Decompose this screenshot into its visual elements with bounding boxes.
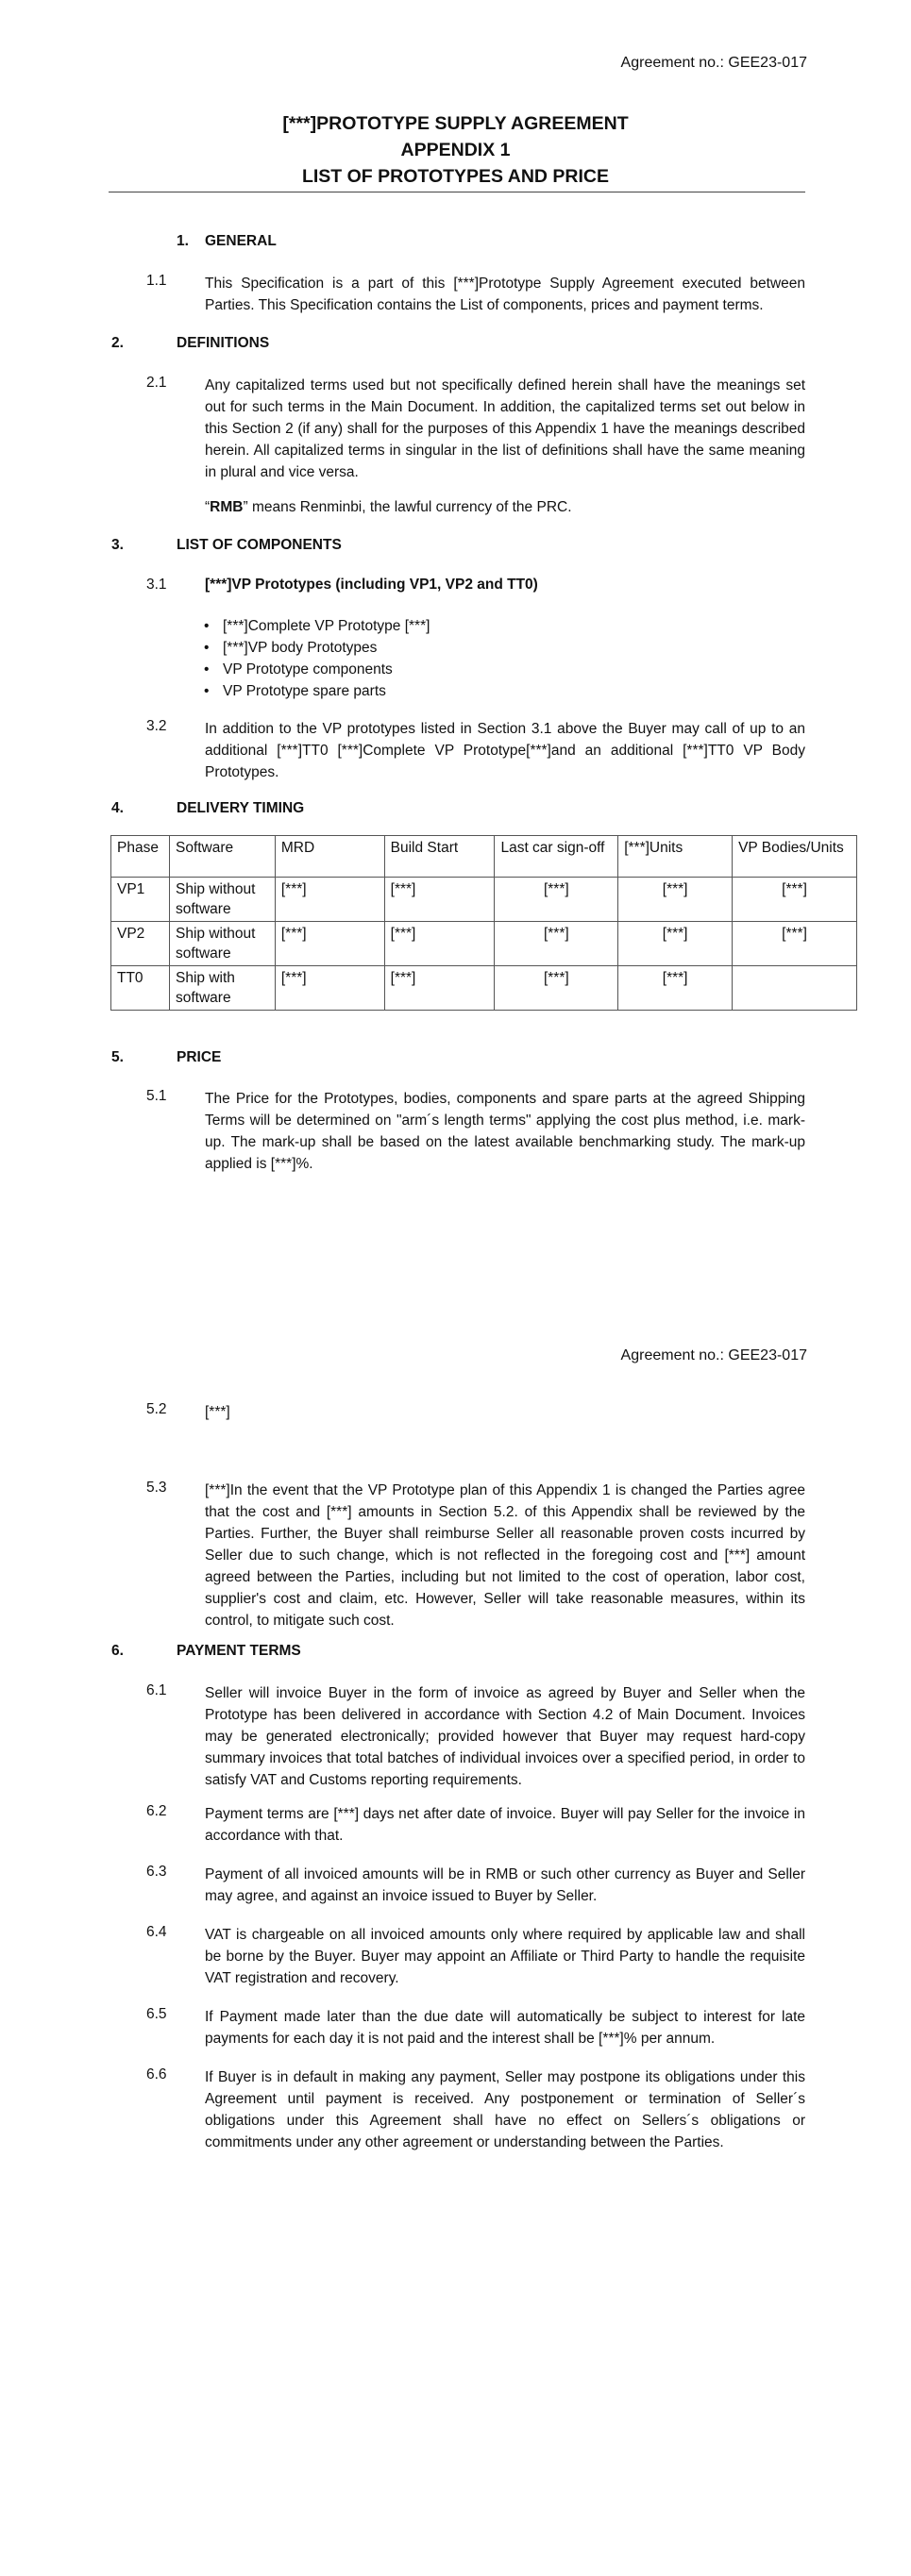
table-header-cell: Phase — [111, 836, 170, 878]
table-cell: VP2 — [111, 922, 170, 966]
table-cell: Ship without software — [169, 922, 275, 966]
definition-open-quote: “ — [205, 499, 211, 515]
list-item: • VP Prototype components — [204, 659, 789, 680]
rmb-definition — [205, 496, 572, 518]
list-item: • VP Prototype spare parts — [204, 680, 789, 702]
table-cell: [***] — [733, 878, 857, 922]
table-header-cell: VP Bodies/Units — [733, 836, 857, 878]
clause-6-4-number: 6.4 — [146, 1924, 167, 1940]
clause-6-3-number: 6.3 — [146, 1864, 167, 1880]
table-cell — [733, 966, 857, 1011]
list-item: • [***]VP body Prototypes — [204, 637, 789, 659]
clause-3-1-number: 3.1 — [146, 577, 167, 593]
section-4-number: 4. — [111, 800, 124, 816]
section-1-heading: GENERAL — [205, 233, 277, 249]
table-header-cell: MRD — [275, 836, 384, 878]
table-cell: [***] — [495, 922, 618, 966]
clause-6-6-number: 6.6 — [146, 2066, 167, 2083]
title-line-2: APPENDIX 1 — [400, 140, 511, 160]
table-row — [111, 878, 857, 922]
table-header-row — [111, 836, 857, 878]
clause-1-1-text: This Specification is a part of this [***]Prototype Supply Agreement executed between Parties. This Specification contains the List of components, prices and payment terms. — [205, 276, 805, 313]
clause-5-1-text: The Price for the Prototypes, bodies, components and spare parts at the agreed Shipping Terms will be determined on "arm´s length terms" applying the cost plus method, i.e. mark-up. The mark-up shall be based on the latest available benchmarking study. The mark-up applied is [***]%. — [205, 1091, 805, 1172]
section-2-heading: DEFINITIONS — [177, 335, 270, 351]
clause-6-5-number: 6.5 — [146, 2006, 167, 2022]
clause-6-3-text: Payment of all invoiced amounts will be in RMB or such other currency as Buyer and Seller may agree, and against an invoice issued to Buyer by Seller. — [205, 1866, 805, 1904]
section-6-number: 6. — [111, 1643, 124, 1659]
table-cell: Ship without software — [169, 878, 275, 922]
table-cell: [***] — [733, 922, 857, 966]
list-item: • [***]Complete VP Prototype [***] — [204, 615, 789, 637]
clause-5-3-text: [***]In the event that the VP Prototype plan of this Appendix 1 is changed the Parties agree that the cost and [***] amounts in Section 5.2. of this Appendix shall be reviewed by the Parties. Further, the Buyer shall reimburse Seller all reasonable proven costs incurred by Seller due to such change, which is not reflected in the foregoing cost and [***] amount agreed between the Parties, including but not limited to the cost of operation, labor cost, supplier's cost and claim, etc. However, Seller will take reasonable measures, within its control, to mitigate such cost. — [205, 1482, 805, 1629]
clause-6-2-text: Payment terms are [***] days net after date of invoice. Buyer will pay Seller for the invoice in accordance with that. — [205, 1806, 805, 1844]
table-cell: [***] — [495, 966, 618, 1011]
definition-term: RMB — [210, 499, 244, 515]
table-cell: [***] — [495, 878, 618, 922]
table-header-cell: Software — [169, 836, 275, 878]
section-2-number: 2. — [111, 335, 124, 351]
title-line-1: [***]PROTOTYPE SUPPLY AGREEMENT — [282, 113, 629, 134]
table-cell: [***] — [275, 966, 384, 1011]
definition-text: ” means Renminbi, the lawful currency of the PRC. — [243, 499, 572, 515]
table-row — [111, 922, 857, 966]
clause-6-5-text: If Payment made later than the due date will automatically be subject to interest for late payments for each day it is not paid and the interest shall be [***]% per annum. — [205, 2009, 805, 2047]
title-line-3: LIST OF PROTOTYPES AND PRICE — [301, 166, 610, 187]
clause-5-2-text: [***] — [205, 1404, 230, 1420]
section-3-heading: LIST OF COMPONENTS — [177, 537, 342, 553]
table-cell: [***] — [618, 966, 733, 1011]
clause-2-1-text: Any capitalized terms used but not specifically defined herein shall have the meanings set out for such terms in the Main Document. In addition, the capitalized terms set out below in this Section 2 (if any) shall for the purposes of this Appendix 1 have the meanings described herein. All capitalized terms in singular in the list of definitions shall have the same meaning in plural and vice versa. — [205, 377, 805, 480]
table-row — [111, 966, 857, 1011]
table-header-cell: [***]Units — [618, 836, 733, 878]
table-cell: TT0 — [111, 966, 170, 1011]
table-header-cell: Last car sign-off — [495, 836, 618, 878]
clause-1-1-number: 1.1 — [146, 273, 167, 289]
section-3-number: 3. — [111, 537, 124, 553]
clause-6-4-text: VAT is chargeable on all invoiced amounts only where required by applicable law and shall be borne by the Buyer. Buyer may appoint an Affiliate or Third Party to handle the requisite VAT registration and recovery. — [205, 1927, 805, 1986]
clause-6-2-number: 6.2 — [146, 1803, 167, 1819]
clause-6-1-text: Seller will invoice Buyer in the form of invoice as agreed by Buyer and Seller when the Prototype has been delivered in accordance with Section 4.2 of Main Document. Invoices may be generated electronically; provided however that Buyer may request hard-copy summary invoices that total batches of individual invoices over a specified period, in order to satisfy VAT and Customs reporting requirements. — [205, 1685, 805, 1788]
section-6-heading: PAYMENT TERMS — [177, 1643, 301, 1659]
table-cell: Ship with software — [169, 966, 275, 1011]
delivery-timing-table — [110, 835, 857, 1011]
agreement-number: Agreement no.: GEE23-017 — [620, 55, 807, 71]
table-cell: [***] — [384, 878, 495, 922]
section-5-heading: PRICE — [177, 1049, 222, 1065]
clause-3-2-number: 3.2 — [146, 718, 167, 734]
table-cell: [***] — [384, 966, 495, 1011]
clause-5-1-number: 5.1 — [146, 1088, 167, 1104]
table-cell: [***] — [618, 922, 733, 966]
clause-5-3-number: 5.3 — [146, 1480, 167, 1496]
components-list — [204, 615, 789, 702]
clause-5-2-number: 5.2 — [146, 1401, 167, 1417]
clause-3-2-text: In addition to the VP prototypes listed in Section 3.1 above the Buyer may call of up to an additional [***]TT0 [***]Complete VP Prototype[***]and an additional [***]TT0 VP Body Prototypes. — [205, 721, 805, 780]
table-cell: [***] — [275, 922, 384, 966]
clause-6-1-number: 6.1 — [146, 1682, 167, 1698]
section-1-number: 1. — [177, 233, 189, 249]
agreement-number-page-2: Agreement no.: GEE23-017 — [620, 1347, 807, 1363]
table-header-cell: Build Start — [384, 836, 495, 878]
clause-2-1-number: 2.1 — [146, 375, 167, 391]
section-4-heading: DELIVERY TIMING — [177, 800, 305, 816]
clause-6-6-text: If Buyer is in default in making any payment, Seller may postpone its obligations under this Agreement until payment is received. Any postponement or termination of Seller´s obligations under this Agreement shall have no effect on Sellers´s obligations or commitments under any other agreement or understanding between the Parties. — [205, 2069, 805, 2150]
table-cell: VP1 — [111, 878, 170, 922]
table-cell: [***] — [275, 878, 384, 922]
section-5-number: 5. — [111, 1049, 124, 1065]
table-cell: [***] — [384, 922, 495, 966]
table-cell: [***] — [618, 878, 733, 922]
clause-3-1-heading: [***]VP Prototypes (including VP1, VP2 and TT0) — [205, 577, 538, 593]
